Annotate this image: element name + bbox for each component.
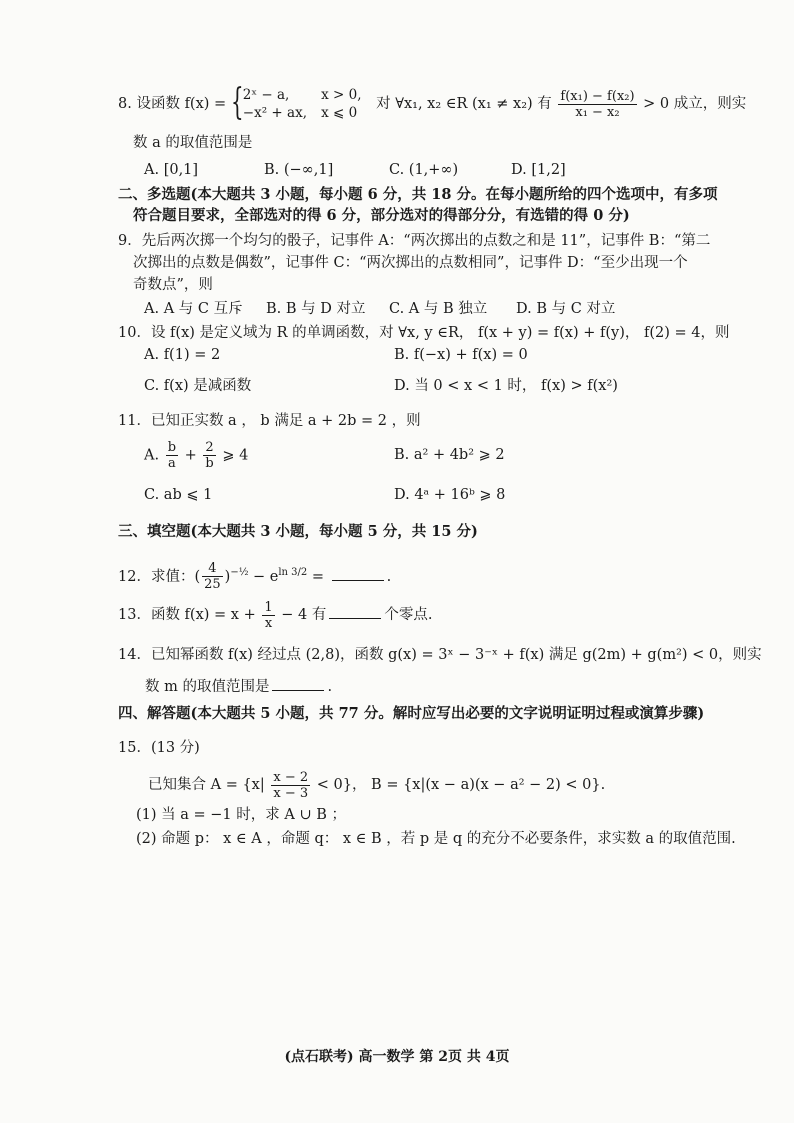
section2-line2: 符合题目要求，全部选对的得 6 分，部分选对的得部分分，有选错的得 0 分)	[133, 207, 630, 224]
q15-set-lead: 已知集合 A = {x|	[148, 777, 265, 793]
q8-mid: 对 ∀x₁, x₂ ∈R (x₁ ≠ x₂) 有	[376, 96, 552, 112]
q12-fraction	[202, 561, 223, 592]
q13-frac-num: 1	[264, 599, 273, 615]
q11-a-frac1-den: a	[167, 456, 176, 471]
q15-sets	[148, 768, 605, 802]
q13-fraction	[262, 600, 274, 631]
q15-set-fraction	[271, 770, 310, 801]
q13-line	[118, 598, 432, 632]
q12-end: .	[386, 568, 392, 585]
q11-a-frac2	[203, 440, 215, 471]
q8-frac-den: x₁ − x₂	[575, 104, 620, 120]
q9-line3: 奇数点”，则	[133, 277, 213, 293]
q8-option-c: C. (1,+∞)	[389, 162, 459, 178]
q11-option-a	[144, 440, 248, 471]
section2-line1: 二、多选题(本大题共 3 小题，每小题 6 分，共 18 分。在每小题所给的四个选项中，有多项	[118, 186, 718, 203]
q8-option-d: D. [1,2]	[511, 162, 566, 178]
q12-eq: =	[307, 568, 325, 585]
q8-piecewise	[230, 82, 362, 123]
q10-stem: 10．设 f(x) 是定义域为 R 的单调函数，对 ∀x, y ∈R， f(x + y) = f(x) + f(y)， f(2) = 4，则	[118, 325, 730, 341]
q8-case2-expr: −x² + ax,	[242, 105, 307, 121]
q13-frac-den: x	[264, 615, 273, 631]
q8-line2: 数 a 的取值范围是	[133, 135, 253, 151]
q8-tail: > 0 成立，则实	[643, 96, 747, 112]
q12-lead: 12．求值：(	[118, 568, 201, 585]
q14-end: .	[327, 679, 333, 695]
q11-option-b: B. a² + 4b² ⩾ 2	[394, 447, 505, 463]
q12-frac-num: 4	[202, 561, 223, 577]
q10-option-a: A. f(1) = 2	[144, 347, 221, 363]
section3-title: 三、填空题(本大题共 3 小题，每小题 5 分，共 15 分)	[118, 523, 478, 540]
q8-case1-cond: x > 0,	[321, 87, 362, 103]
q8-option-a: A. [0,1]	[144, 162, 199, 178]
q14-line1: 14．已知幂函数 f(x) 经过点 (2,8)，函数 g(x) = 3ˣ − 3⁻ˣ + f(x) 满足 g(2m) + g(m²) < 0，则实	[118, 647, 762, 663]
q9-option-d: D. B 与 C 对立	[516, 301, 616, 317]
page-footer: (点石联考) 高一数学 第 2页 共 4页	[284, 1049, 510, 1065]
q11-a-plus: +	[184, 447, 197, 464]
q8-case2-cond: x ⩽ 0	[321, 105, 358, 121]
q8-option-b: B. (−∞,1]	[264, 162, 334, 178]
q11-option-c: C. ab ⩽ 1	[144, 487, 213, 503]
q13-end: 个零点.	[384, 607, 433, 623]
q9-line1: 9．先后两次掷一个均匀的骰子，记事件 A：“两次掷出的点数之和是 11”，记事件 B：“第二	[118, 233, 711, 249]
q10-option-b: B. f(−x) + f(x) = 0	[394, 347, 528, 363]
q13-answer-blank[interactable]	[329, 606, 381, 619]
brace-icon: {	[230, 82, 244, 123]
q8-frac-num: f(x₁) − f(x₂)	[560, 88, 635, 104]
q12-frac-den: 25	[204, 577, 221, 593]
q15-part2: (2) 命题 p： x ∈ A ，命题 q： x ∈ B ，若 p 是 q 的充分不必要条件，求实数 a 的取值范围.	[136, 831, 736, 847]
q11-a-frac1	[166, 440, 178, 471]
q12-minus-e: − e	[248, 568, 279, 585]
q15-header: 15．(13 分)	[118, 740, 200, 756]
q14-line2	[145, 677, 332, 697]
q15-set-tail: < 0}， B = {x|(x − a)(x − a² − 2) < 0}.	[316, 777, 606, 793]
q8-fraction	[558, 89, 636, 120]
q15-part1: (1) 当 a = −1 时，求 A ∪ B ；	[136, 807, 346, 823]
q12-answer-blank[interactable]	[332, 568, 384, 581]
q9-line2: 次掷出的点数是偶数”，记事件 C：“两次掷出的点数相同”，记事件 D：“至少出现一个	[133, 255, 688, 271]
q12-line	[118, 556, 391, 594]
q9-option-a: A. A 与 C 互斥	[144, 301, 243, 317]
q14-line2-text: 数 m 的取值范围是	[145, 679, 270, 695]
q15-set-num: x − 2	[273, 769, 309, 785]
q8-case1-expr: 2ˣ − a,	[242, 87, 290, 103]
q8-line1	[118, 82, 747, 123]
q10-option-c: C. f(x) 是减函数	[144, 378, 252, 394]
q8-func: f(x) =	[184, 96, 227, 112]
q12-exp2: ln 3/2	[278, 567, 308, 578]
q11-a-frac1-num: b	[167, 440, 177, 455]
q8-number: 8.	[118, 96, 132, 112]
q11-a-tail: ⩾ 4	[222, 447, 249, 464]
q11-a-label: A.	[144, 447, 160, 464]
q11-stem: 11．已知正实数 a ， b 满足 a + 2b = 2 ，则	[118, 413, 421, 429]
q9-option-c: C. A 与 B 独立	[389, 301, 488, 317]
q9-option-b: B. B 与 D 对立	[266, 301, 366, 317]
q11-a-frac2-den: b	[205, 456, 214, 471]
q11-a-frac2-num: 2	[203, 440, 215, 456]
q8-lead: 设函数	[136, 96, 180, 112]
q13-tail: − 4 有	[281, 607, 327, 623]
section4-title: 四、解答题(本大题共 5 小题，共 77 分。解时应写出必要的文字说明证明过程或演算步骤)	[118, 705, 705, 722]
q13-lead: 13．函数 f(x) = x +	[118, 607, 256, 623]
q12-exp1: −½	[230, 567, 249, 578]
q14-answer-blank[interactable]	[272, 678, 324, 691]
q10-option-d: D. 当 0 < x < 1 时， f(x) > f(x²)	[394, 378, 618, 394]
q11-option-d: D. 4ᵃ + 16ᵇ ⩾ 8	[394, 487, 506, 503]
q15-set-den: x − 3	[273, 785, 309, 801]
q12-close: )	[224, 568, 231, 585]
